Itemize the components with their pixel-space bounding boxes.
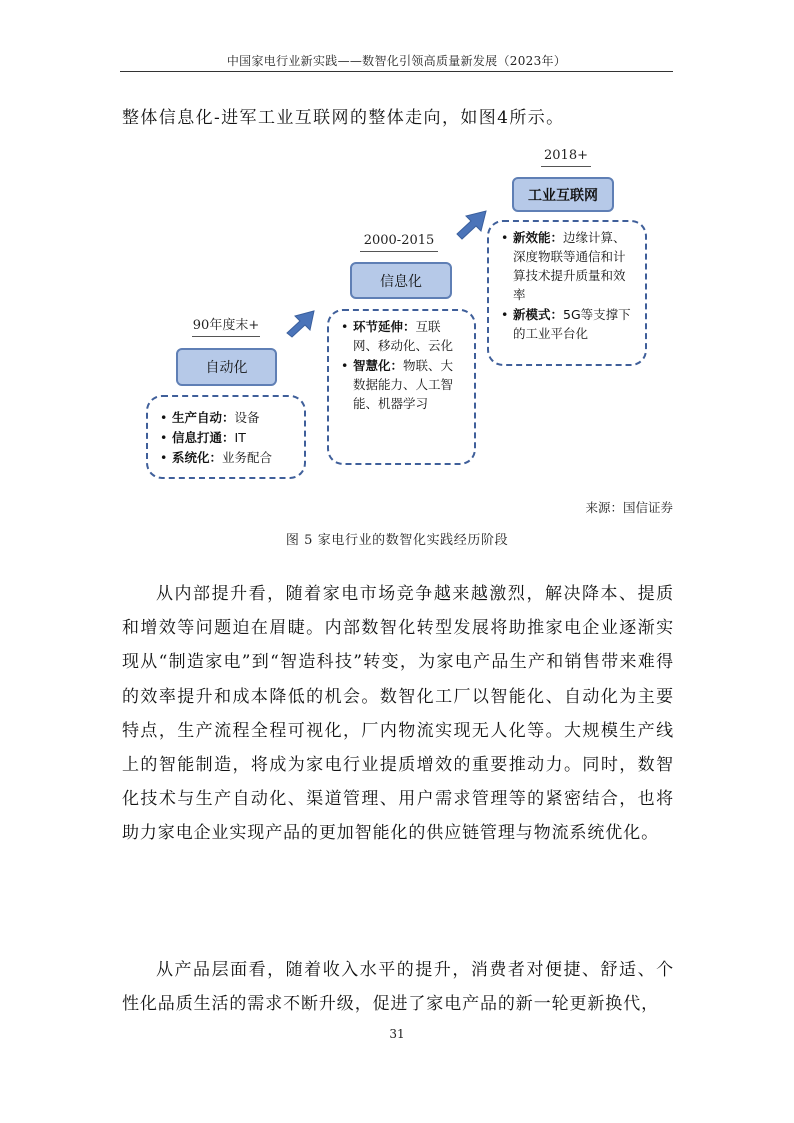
stage-3-year: 2018+ — [541, 148, 591, 167]
stage-1-box: 自动化 — [176, 348, 277, 386]
detail-item — [341, 317, 464, 355]
detail-text: 边缘计算、深度物联等通信和计算技术提升质量和效率 — [513, 230, 626, 302]
page-number: 31 — [389, 1027, 405, 1041]
detail-item — [501, 228, 635, 304]
stage-arrow-1-icon — [284, 308, 316, 338]
detail-text: 设备 — [234, 410, 260, 425]
stage-1-details — [146, 395, 306, 479]
detail-item — [341, 356, 464, 413]
detail-key: 环节延伸： — [353, 319, 416, 334]
detail-key: 生产自动： — [172, 410, 235, 425]
detail-key: 智慧化： — [353, 358, 404, 373]
body-paragraph-1: 从内部提升看，随着家电市场竞争越来越激烈，解决降本、提质和增效等问题迫在眉睫。内部数智化转型发展将助推家电企业逐渐实现从“制造家电”到“智造科技”转变，为家电产品生产和销售带来难得的效率提升和成本降低的机会。数智化工厂以智能化、自动化为主要特点，生产流程全程可视化，厂内物流实现无人化等。大规模生产线上的智能制造，将成为家电行业提质增效的重要推动力。同时，数智化技术与生产自动化、渠道管理、用户需求管理等的紧密结合，也将助力家电企业实现产品的更加智能化的供应链管理与物流系统优化。 — [122, 584, 674, 844]
running-header: 中国家电行业新实践——数智化引领高质量新发展（2023年） — [226, 54, 567, 68]
detail-item — [160, 428, 294, 447]
detail-key: 系统化： — [172, 450, 223, 465]
detail-text: 互联网、移动化、云化 — [353, 319, 454, 353]
detail-text: 物联、大数据能力、人工智能、机器学习 — [353, 358, 454, 411]
body-paragraph-2: 从产品层面看，随着收入水平的提升，消费者对便捷、舒适、个性化品质生活的需求不断升级，促进了家电产品的新一轮更新换代， — [122, 960, 674, 1015]
detail-text: 业务配合 — [222, 450, 273, 465]
stage-arrow-2-icon — [454, 208, 488, 240]
detail-item — [501, 305, 635, 343]
figure-caption: 图 5 家电行业的数智化实践经历阶段 — [285, 533, 509, 548]
detail-text: IT — [234, 430, 246, 445]
header-rule — [120, 71, 673, 72]
detail-key: 新模式： — [513, 307, 564, 322]
stage-3-box: 工业互联网 — [512, 177, 614, 212]
detail-item — [160, 448, 294, 467]
intro-line: 整体信息化-进军工业互联网的整体走向，如图4所示。 — [122, 108, 565, 128]
stage-3-details — [487, 220, 647, 366]
stage-2-year: 2000-2015 — [360, 233, 438, 252]
detail-key: 新效能： — [513, 230, 564, 245]
detail-text: 5G等支撑下的工业平台化 — [513, 307, 631, 341]
stage-1-year: 90年度末+ — [192, 314, 260, 337]
stage-2-box: 信息化 — [350, 262, 452, 299]
stage-2-details — [327, 309, 476, 465]
figure-source: 来源：国信证券 — [585, 500, 673, 515]
detail-key: 信息打通： — [172, 430, 235, 445]
detail-item — [160, 408, 294, 427]
